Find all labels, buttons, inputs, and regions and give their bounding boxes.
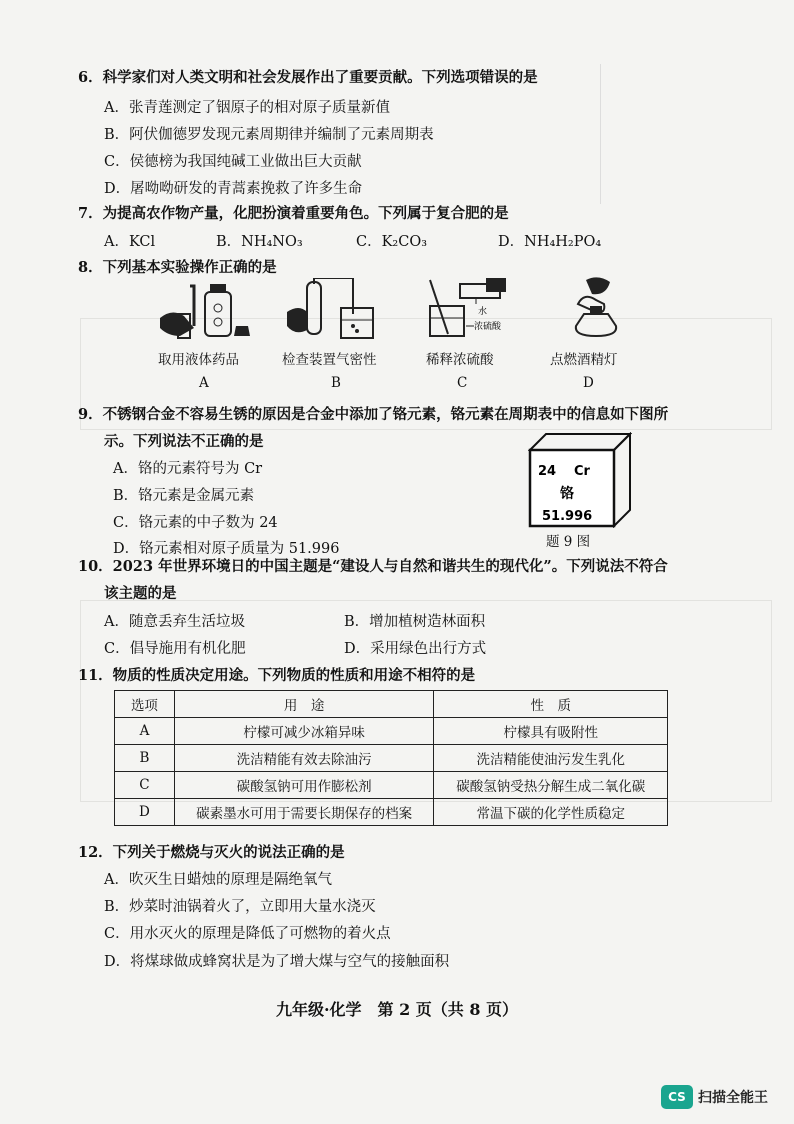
question-10-option-a: A．随意丢弃生活垃圾: [104, 614, 245, 630]
water-label: 水: [478, 307, 488, 317]
table-row: [115, 772, 668, 799]
question-6-option-c: C．侯德榜为我国纯碱工业做出巨大贡献: [104, 154, 362, 170]
header-option: 选项: [115, 691, 175, 718]
page-footer: 九年级·化学 第 2 页（共 8 页）: [275, 1000, 519, 1019]
question-6-option-d: D．屠呦呦研发的青蒿素挽救了许多生命: [104, 181, 363, 197]
figure-a-label: A: [199, 375, 209, 391]
camscanner-logo-icon: CS: [661, 1085, 693, 1109]
chromium-element-card: [528, 432, 632, 528]
question-12-option-a: A．吹灭生日蜡烛的原理是隔绝氧气: [104, 872, 332, 888]
question-7-stem: 7．为提高农作物产量，化肥扮演着重要角色。下列属于复合肥的是: [78, 205, 509, 222]
header-property: 性 质: [434, 691, 668, 718]
figure-c-caption: 稀释浓硫酸: [426, 352, 494, 368]
row-d-option: D: [115, 799, 175, 826]
row-c-option: C: [115, 772, 175, 799]
row-a-use: 柠檬可减少冰箱异味: [174, 718, 434, 745]
diluting-acid-figure: [424, 274, 534, 344]
question-12-option-c: C．用水灭火的原理是降低了可燃物的着火点: [104, 926, 391, 942]
figure-9-caption: 题 9 图: [546, 534, 591, 550]
figure-b-caption: 检查装置气密性: [282, 352, 377, 368]
question-7-option-b: B．NH₄NO₃: [216, 234, 303, 250]
row-a-option: A: [115, 718, 175, 745]
question-7-option-d: D．NH₄H₂PO₄: [498, 234, 602, 250]
question-10-option-d: D．采用绿色出行方式: [344, 641, 487, 657]
row-c-property: 碳酸氢钠受热分解生成二氧化碳: [434, 772, 668, 799]
element-atomic-mass: 51.996: [542, 509, 593, 524]
element-name: 铬: [560, 486, 574, 502]
question-6-option-b: B．阿伏伽德罗发现元素周期律并编制了元素周期表: [104, 127, 434, 143]
question-12-option-b: B．炒菜时油锅着火了，立即用大量水浇灭: [104, 899, 376, 915]
question-9-stem-line1: 9．不锈钢合金不容易生锈的原因是合金中添加了铬元素，铬元素在周期表中的信息如下图所: [78, 406, 669, 423]
question-9-option-b: B．铬元素是金属元素: [113, 488, 255, 504]
question-8-stem: 8．下列基本实验操作正确的是: [78, 259, 277, 276]
question-10-option-b: B．增加植树造林面积: [344, 614, 486, 630]
question-6-stem: 6．科学家们对人类文明和社会发展作出了重要贡献。下列选项错误的是: [78, 69, 538, 86]
figure-d-caption: 点燃酒精灯: [550, 352, 618, 368]
table-row: [115, 745, 668, 772]
alcohol-lamp-figure: [556, 274, 636, 344]
figure-c-label: C: [457, 375, 468, 391]
bleed-through-mark: [600, 64, 781, 204]
question-10-stem-line2: 该主题的是: [104, 585, 177, 602]
question-11-stem: 11．物质的性质决定用途。下列物质的性质和用途不相符的是: [78, 667, 476, 684]
question-9-option-a: A．铬的元素符号为 Cr: [113, 461, 263, 477]
question-10-option-c: C．倡导施用有机化肥: [104, 641, 246, 657]
row-b-property: 洗洁精能使油污发生乳化: [434, 745, 668, 772]
liquid-pouring-figure: [150, 278, 260, 344]
table-row: [115, 799, 668, 826]
camscanner-watermark-text: 扫描全能王: [698, 1090, 768, 1106]
question-12-stem: 12．下列关于燃烧与灭火的说法正确的是: [78, 844, 345, 861]
question-6-option-a: A．张青莲测定了铟原子的相对原子质量新值: [104, 100, 390, 116]
question-10-stem-line1: 10．2023 年世界环境日的中国主题是“建设人与自然和谐共生的现代化”。下列说法不符合: [78, 558, 668, 575]
question-7-option-c: C．K₂CO₃: [356, 234, 428, 250]
properties-uses-table: [114, 690, 668, 826]
figure-d-label: D: [583, 375, 594, 391]
question-9-stem-line2: 示。下列说法不正确的是: [104, 433, 264, 450]
element-atomic-number: 24: [538, 464, 557, 479]
question-9-option-d: D．铬元素相对原子质量为 51.996: [113, 541, 340, 557]
row-b-option: B: [115, 745, 175, 772]
row-b-use: 洗洁精能有效去除油污: [174, 745, 434, 772]
row-d-property: 常温下碳的化学性质稳定: [434, 799, 668, 826]
row-d-use: 碳素墨水可用于需要长期保存的档案: [174, 799, 434, 826]
table-row: [115, 718, 668, 745]
airtightness-check-figure: [283, 278, 393, 344]
question-12-option-d: D．将煤球做成蜂窝状是为了增大煤与空气的接触面积: [104, 954, 450, 970]
element-symbol: Cr: [574, 464, 590, 479]
figure-b-label: B: [331, 375, 341, 391]
header-use: 用 途: [174, 691, 434, 718]
acid-label: 浓硫酸: [474, 322, 502, 332]
row-a-property: 柠檬具有吸附性: [434, 718, 668, 745]
question-9-option-c: C．铬元素的中子数为 24: [113, 515, 278, 531]
row-c-use: 碳酸氢钠可用作膨松剂: [174, 772, 434, 799]
question-7-option-a: A．KCl: [104, 234, 156, 250]
figure-a-caption: 取用液体药品: [158, 352, 239, 368]
table-header-row: [115, 691, 668, 718]
